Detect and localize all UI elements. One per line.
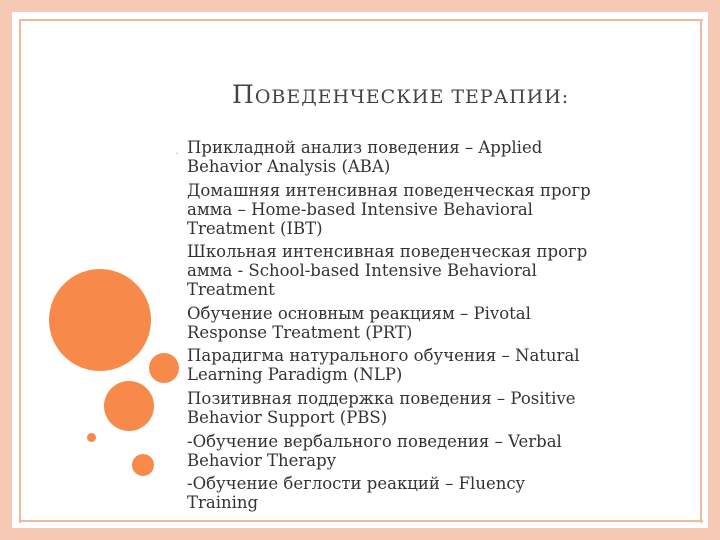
decorative-circle-small-2 (132, 454, 154, 476)
list-item-line: Behavior Analysis (ABA) (187, 157, 391, 176)
list-item-line: Домашняя интенсивная поведенческая прогр (187, 180, 591, 200)
list-item-line: Школьная интенсивная поведенческая прогр (187, 242, 588, 262)
decorative-circle-medium (104, 381, 154, 431)
bullet-dot: . (176, 149, 178, 156)
title-initial: П (232, 80, 255, 109)
decorative-circle-small (149, 353, 179, 383)
list-item (187, 346, 687, 384)
list-item-line: -Обучение беглости реакций – Fluency (187, 474, 525, 494)
list-item-line: -Обучение вербального поведения – Verbal (187, 431, 562, 451)
inner-border-right (700, 19, 702, 523)
list-item (187, 181, 687, 238)
list-item-line: Treatment (187, 280, 275, 300)
list-item-line: амма - School-based Intensive Behavioral (187, 261, 537, 281)
list-item-line: Learning Paradigm (NLP) (187, 365, 403, 385)
list-item-line: Response Treatment (PRT) (187, 322, 413, 342)
border-stripe-left (0, 0, 12, 540)
title-rest: ОВЕДЕНЧЕСКИЕ ТЕРАПИИ: (254, 86, 570, 108)
list-item (187, 389, 687, 427)
decorative-circle-tiny (87, 433, 96, 442)
list-item (187, 138, 687, 176)
list-item-line: Behavior Therapy (187, 450, 337, 470)
list-item-line: Прикладной анализ поведения – Applied (187, 138, 543, 157)
border-stripe-right (708, 0, 720, 540)
list-item-line: Обучение основным реакциям – Pivotal (187, 303, 531, 323)
list-item (187, 242, 687, 299)
inner-border-left (19, 19, 21, 523)
list-item (187, 432, 687, 470)
list-item (187, 474, 687, 512)
border-stripe-bottom (0, 528, 720, 540)
border-stripe-top (0, 0, 720, 12)
therapy-list (187, 138, 687, 517)
list-item-line: Training (187, 493, 259, 513)
inner-border-bottom (19, 520, 703, 522)
list-item-line: Behavior Support (PBS) (187, 407, 388, 427)
decorative-circle-large (49, 269, 151, 371)
list-item-line: амма – Home-based Intensive Behavioral (187, 199, 533, 219)
slide-title (232, 80, 569, 109)
list-item (187, 304, 687, 342)
inner-border-top (19, 19, 703, 21)
list-item-line: Позитивная поддержка поведения – Positive (187, 388, 576, 408)
list-item-line: Treatment (IBT) (187, 218, 323, 238)
list-item-line: Парадигма натурального обучения – Natural (187, 346, 580, 366)
